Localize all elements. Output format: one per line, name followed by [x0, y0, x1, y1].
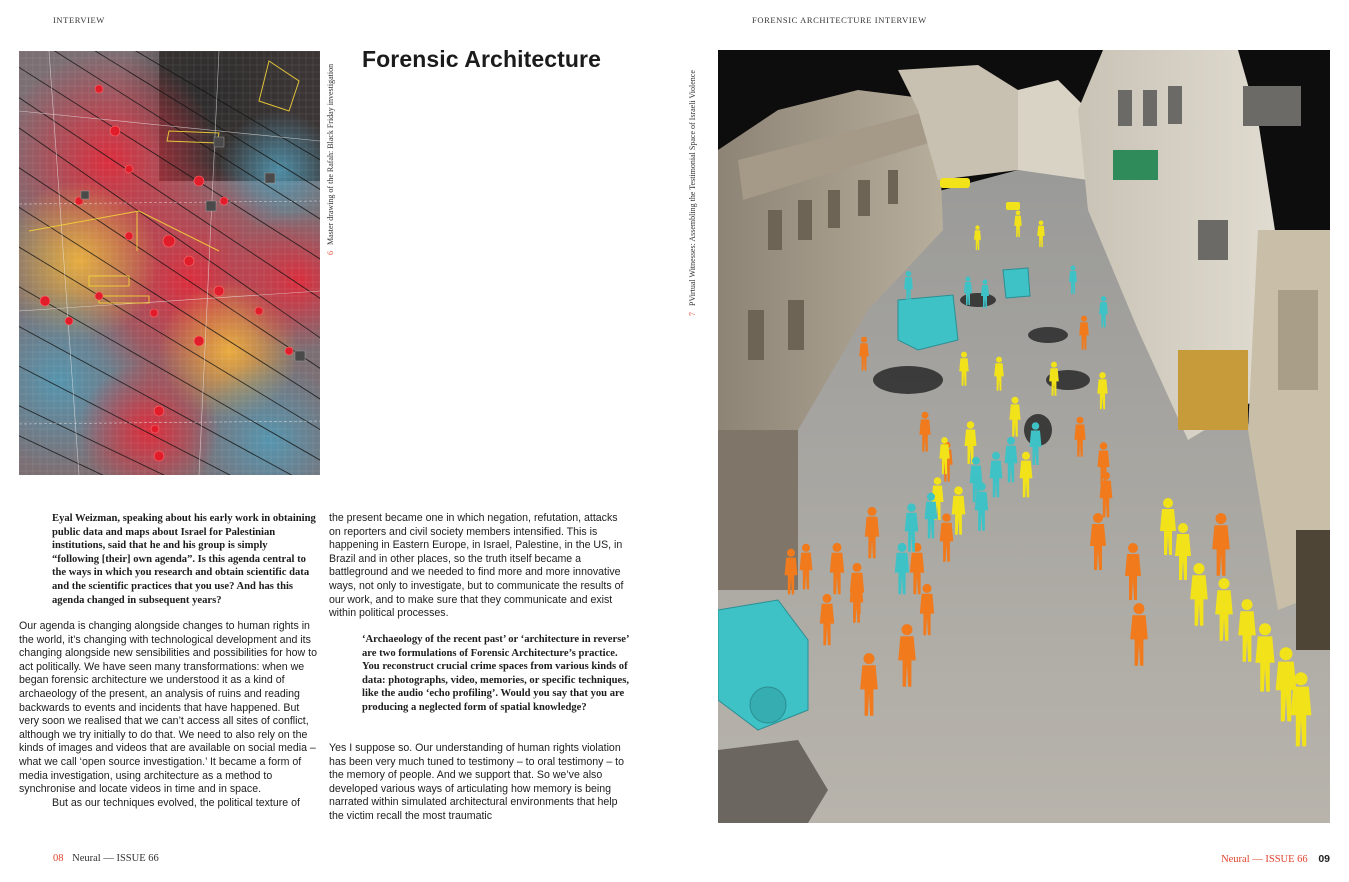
answer-1-paragraph-3: the present became one in which negation, refutation, attacks on reporters and civil society members intensified. This is happening in Eastern Europe, in Israel, Palestine, in the US, in Brazil and in other places, so the truth itself became a battleground and we needed to find more and more innovative ways, not only to investigate, but to communicate the results of our work, and to make sure that they communicate and exist within political processes.	[329, 512, 624, 620]
folio-right	[1221, 853, 1330, 865]
answer-2: Yes I suppose so. Our understanding of human rights violation has been very much tuned to testimony – to oral testimony – to the memory of people. And we support that. So we’ve also developed various ways of articulating how memory is being narrated within simulated architectural environments that help the victim recall the most traumatic	[329, 742, 625, 822]
street-reconstruction-image	[718, 50, 1330, 823]
figure-caption-7	[688, 70, 697, 316]
figure-caption-6-text: Master drawing of the Rafah: Black Friday investigation	[326, 63, 335, 245]
publication-left: Neural — ISSUE 66	[72, 853, 159, 864]
master-drawing-image	[19, 51, 320, 475]
answer-2-block	[329, 742, 629, 824]
question-2-block	[362, 633, 630, 715]
publication-right: Neural — ISSUE 66	[1221, 854, 1308, 865]
answer-1-paragraph-1: Our agenda is changing alongside changes to human rights in the world, it’s changing with technological development and its changing alongside new sensibilities and possibilities for how to act politically. We have seen many transformations: when we began forensic architecture we understood it as a kind of archaeology of the present, an analysis of ruins and reading backwards to events and incidents that have happened. But very soon we realised that we can’t access all sites of conflict, although we try initially to do that. We need to also rely on the kinds of images and videos that are available on social media – what we call ‘open source investigation.’ It became a form of media investigation, using architecture as a method to synchronise and locate videos in time and in space.	[19, 620, 317, 796]
question-1-block	[52, 512, 317, 607]
running-head-left: INTERVIEW	[53, 15, 105, 25]
question-1: Eyal Weizman, speaking about his early work in obtaining public data and maps about Israel for Palestinian institutions, said that he and his group is simply “following [their] own agenda”. Is this agenda central to the ways in which you research and obtain scientific data and the scientific practices that you use? And has this agenda changed in subsequent years?	[52, 513, 316, 606]
folio-left	[53, 853, 159, 864]
answer-1-block	[19, 620, 317, 810]
figure-number-7: 7	[688, 312, 697, 316]
page-number-right: 09	[1318, 853, 1330, 865]
figure-caption-7-text: PVirtual Witnesses: Assembling the Testimonial Space of Israeli Violence	[688, 70, 697, 306]
figure-caption-6	[326, 64, 335, 255]
article-title: Forensic Architecture	[362, 46, 601, 72]
answer-1-paragraph-2: But as our techniques evolved, the political texture of	[52, 796, 300, 809]
page-number-left: 08	[53, 853, 64, 864]
question-2: ‘Archaeology of the recent past’ or ‘architecture in reverse’ are two formulations of Forensic Architecture’s practice. You reconstruct crucial crime spaces from various kinds of data: photographs, video, memories, or specific techniques, like the audio ‘echo profiling’. Would you say that you are producing a neglected form of spatial knowledge?	[362, 634, 629, 713]
figure-number-6: 6	[326, 251, 335, 255]
running-head-right: FORENSIC ARCHITECTURE INTERVIEW	[752, 15, 927, 25]
answer-1-continued-block	[329, 512, 629, 621]
